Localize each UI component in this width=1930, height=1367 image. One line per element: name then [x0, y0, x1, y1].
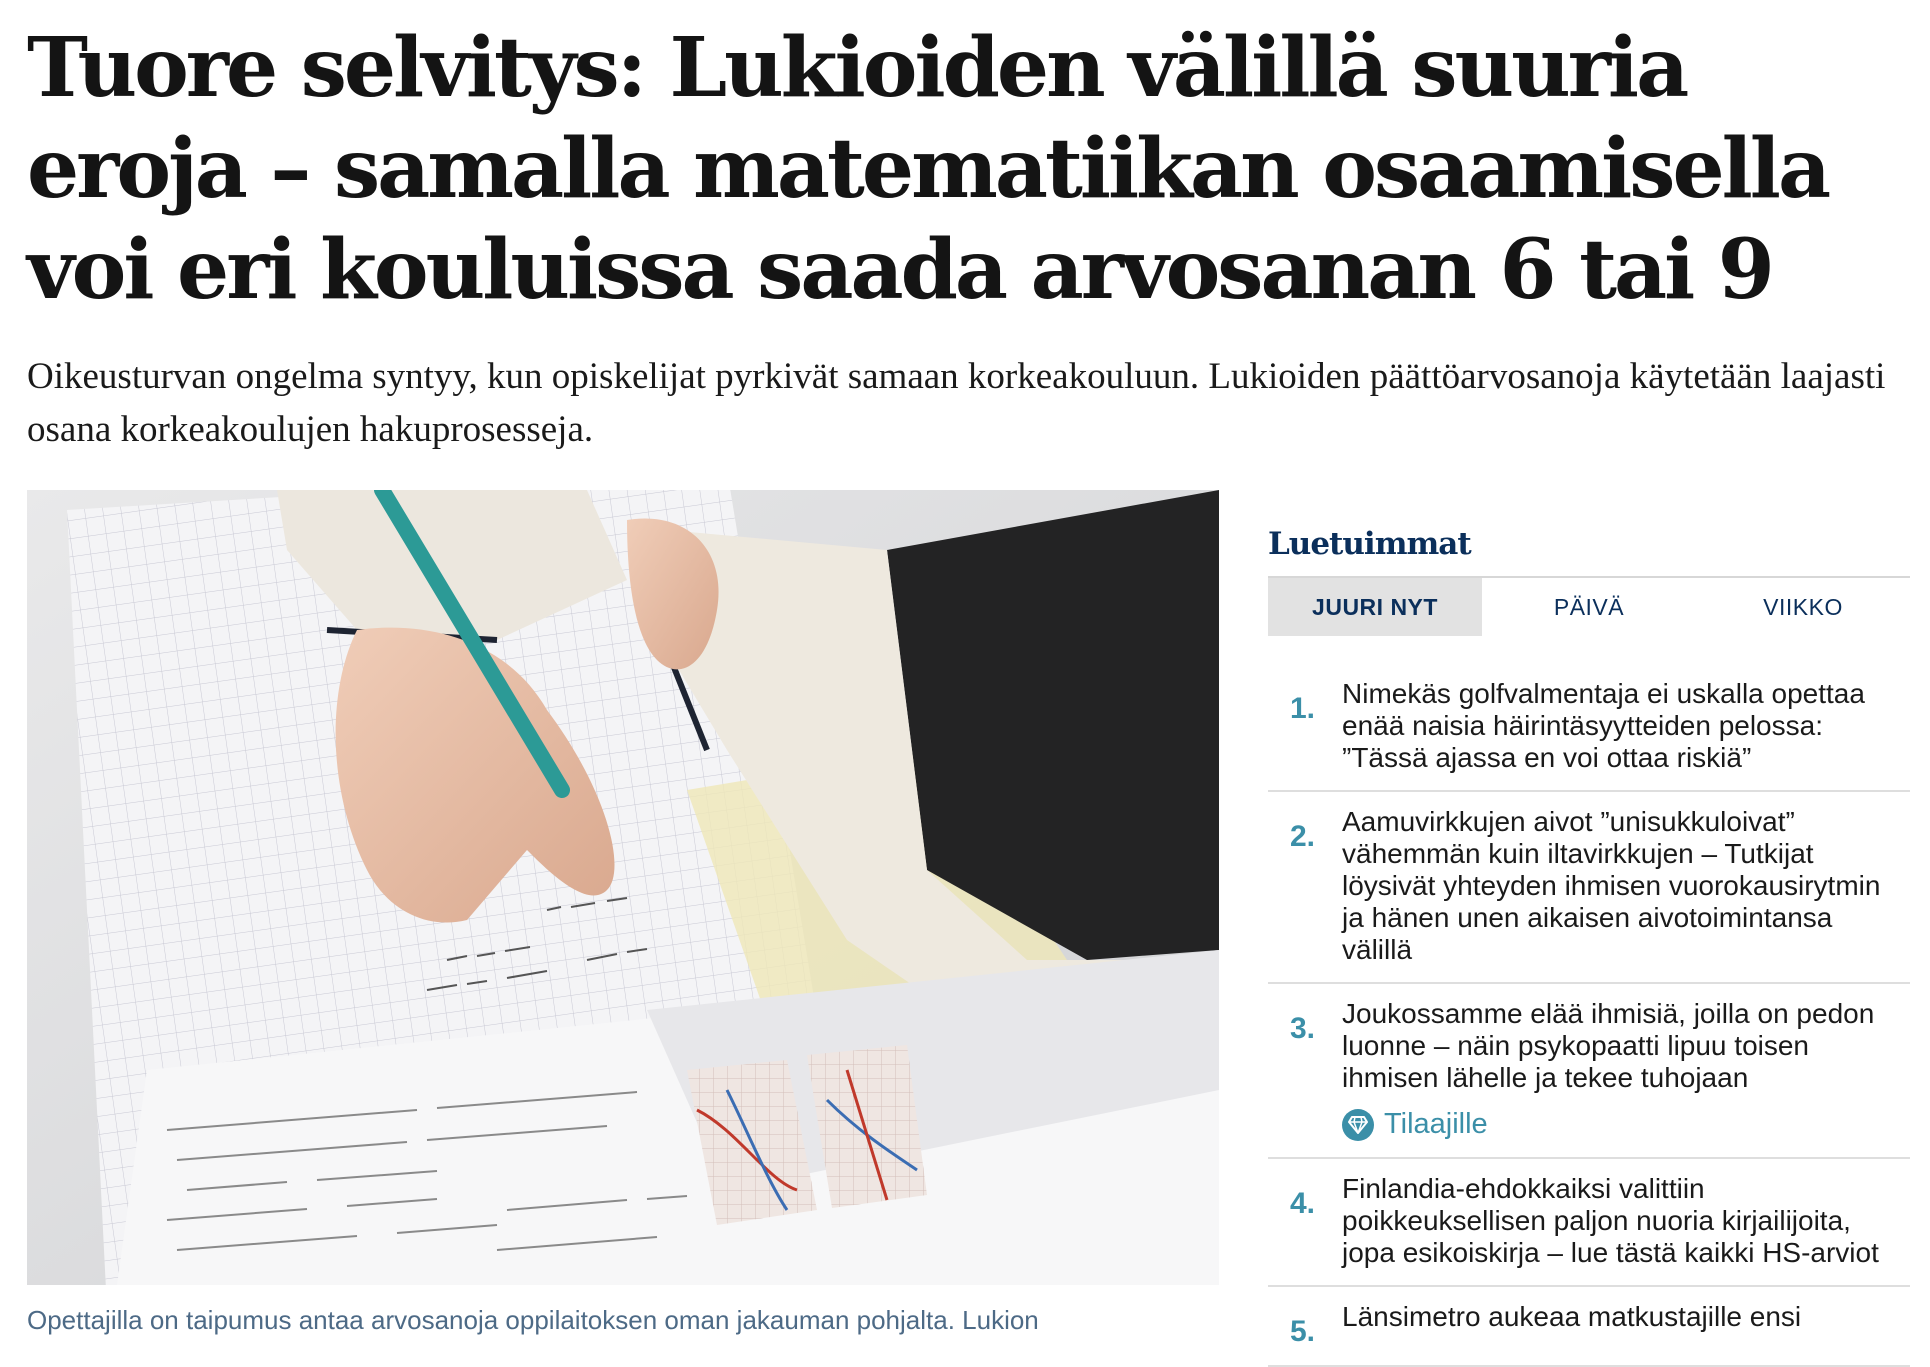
list-item[interactable] — [1268, 1159, 1910, 1287]
most-read-sidebar — [1268, 520, 1910, 1367]
subscriber-badge — [1342, 1108, 1910, 1141]
item-body — [1342, 998, 1910, 1141]
list-item[interactable] — [1268, 1287, 1910, 1367]
item-title[interactable]: Aamuvirkkujen aivot ”unisukkuloivat” vähemmän kuin iltavirkkujen – Tutkijat löysivät yhteyden ihmisen vuorokausirytmin ja hänen unen aikaisen aivotoimintansa välillä — [1342, 806, 1881, 965]
most-read-list — [1268, 668, 1910, 1367]
item-body — [1342, 678, 1910, 774]
tab-paiva[interactable]: PÄIVÄ — [1553, 593, 1625, 620]
article-lead: Oikeusturvan ongelma syntyy, kun opiskelijat pyrkivät samaan korkeakouluun. Lukioiden päättöarvosanoja käytetään laajasti osana korkeakoulujen hakuprosesseja. — [27, 356, 1886, 450]
item-title[interactable]: Finlandia-ehdokkaiksi valittiin poikkeuksellisen paljon nuoria kirjailijoita, jopa esikoiskirja – lue tästä kaikki HS-arviot — [1342, 1173, 1879, 1268]
item-rank: 2. — [1290, 820, 1316, 853]
list-item[interactable] — [1268, 984, 1910, 1159]
item-title[interactable]: Länsimetro aukeaa matkustajille ensi — [1342, 1301, 1802, 1332]
item-title[interactable]: Joukossamme elää ihmisiä, joilla on pedon luonne – näin psykopaatti lipuu toisen ihmisen lähelle ja tekee tuhojaan — [1342, 998, 1875, 1093]
article-image — [27, 490, 1219, 1285]
item-rank: 4. — [1290, 1187, 1316, 1220]
list-item[interactable] — [1268, 792, 1910, 984]
sidebar-title: Luetuimmat — [1268, 526, 1471, 562]
diamond-icon — [1342, 1109, 1374, 1141]
tab-juuri-nyt[interactable]: JUURI NYT — [1268, 578, 1482, 636]
most-read-tabs — [1268, 576, 1910, 636]
article-photo — [27, 490, 1219, 1285]
tab-viikko[interactable]: VIIKKO — [1763, 593, 1843, 620]
list-item[interactable] — [1268, 668, 1910, 792]
item-rank: 5. — [1290, 1315, 1316, 1348]
item-rank: 1. — [1290, 692, 1316, 725]
item-rank: 3. — [1290, 1012, 1316, 1045]
item-body — [1342, 806, 1910, 966]
item-title[interactable]: Nimekäs golfvalmentaja ei uskalla opettaa enää naisia häirintäsyytteiden pelossa: ”Tässä ajassa en voi ottaa riskiä” — [1342, 678, 1865, 773]
subscriber-label: Tilaajille — [1384, 1108, 1488, 1140]
article-headline: Tuore selvitys: Lukioiden välillä suuria eroja – samalla matematiikan osaamisella voi eri kouluissa saada arvosanan 6 tai 9 — [27, 20, 1829, 318]
image-caption: Opettajilla on taipumus antaa arvosanoja oppilaitoksen oman jakauman pohjalta. Lukion — [27, 1305, 1039, 1335]
item-body — [1342, 1173, 1910, 1269]
